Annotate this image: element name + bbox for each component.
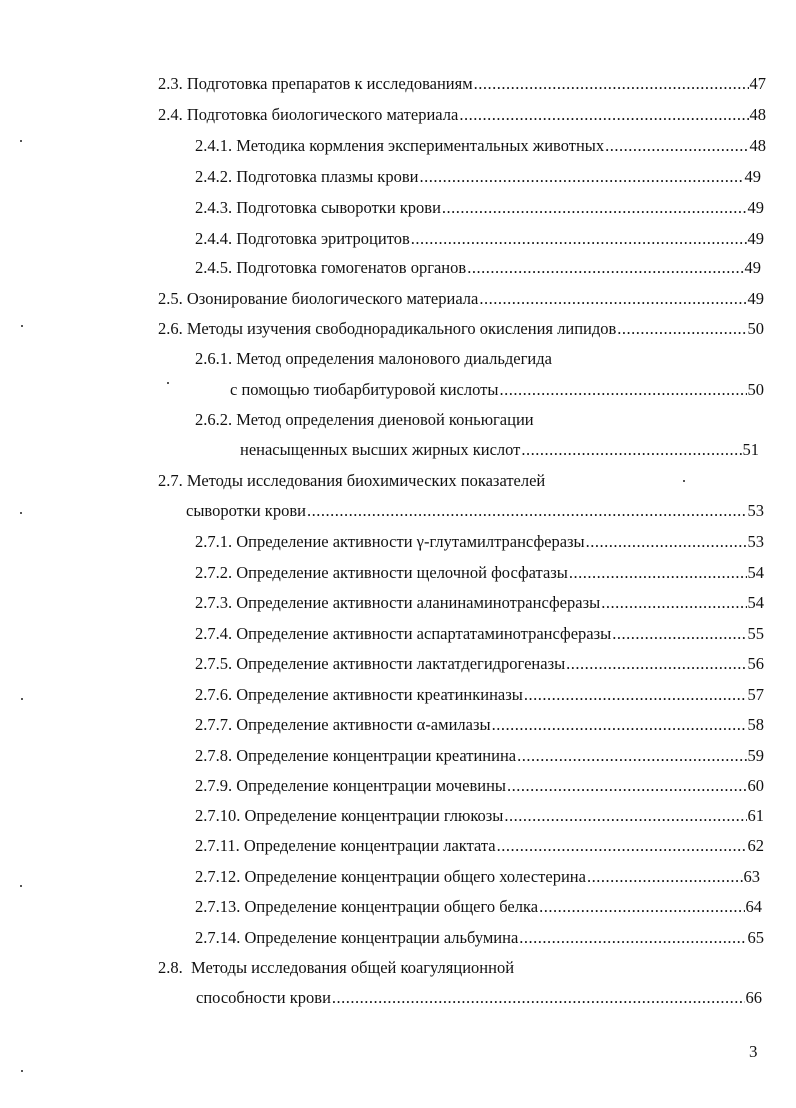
toc-entry-page: 53 <box>747 501 764 520</box>
toc-entry-2-3[interactable] <box>158 74 766 94</box>
toc-entry-label: 2.4.5. Подготовка гомогенатов органов <box>195 258 467 277</box>
toc-entry-label: 2.7.3. Определение активности аланинаминотрансферазы <box>195 593 601 612</box>
toc-entry-2-7-line1[interactable]: 2.7. Методы исследования биохимических показателей <box>158 471 546 490</box>
toc-leader-dots <box>605 136 748 156</box>
toc-entry-page: 49 <box>747 229 764 248</box>
scan-speck <box>21 698 23 700</box>
toc-entry-page: 61 <box>747 806 764 825</box>
scan-speck <box>167 382 169 384</box>
scan-speck <box>21 325 23 327</box>
toc-entry-label-continuation: с помощью тиобарбитуровой кислоты <box>230 380 499 399</box>
toc-leader-dots <box>587 867 743 887</box>
toc-entry-2-6-1-line1[interactable]: 2.6.1. Метод определения малонового диальдегида <box>195 349 552 368</box>
toc-entry-page: 49 <box>744 258 761 277</box>
toc-entry-page: 63 <box>743 867 760 886</box>
toc-entry-2-8[interactable] <box>196 988 762 1008</box>
toc-leader-dots <box>332 988 745 1008</box>
toc-entry-label-continuation: способности крови <box>196 988 331 1007</box>
toc-leader-dots <box>612 624 746 644</box>
toc-entry-label: 2.7.9. Определение концентрации мочевины <box>195 776 507 795</box>
toc-entry-label-continuation: ненасыщенных высших жирных кислот <box>240 440 521 459</box>
toc-entry-2-7-12[interactable] <box>195 867 760 887</box>
toc-leader-dots <box>617 319 746 339</box>
toc-entry-2-6-2-line1[interactable]: 2.6.2. Метод определения диеновой коньюгации <box>195 410 534 429</box>
toc-entry-label: 2.7.2. Определение активности щелочной фосфатазы <box>195 563 568 582</box>
toc-entry-2-7-9[interactable] <box>195 776 764 796</box>
toc-entry-2-7-4[interactable] <box>195 624 764 644</box>
toc-entry-label: 2.7.5. Определение активности лактатдегидрогеназы <box>195 654 566 673</box>
toc-entry-2-7-5[interactable] <box>195 654 764 674</box>
toc-leader-dots <box>521 440 741 460</box>
toc-leader-dots <box>497 836 747 856</box>
scan-speck <box>683 480 685 482</box>
toc-entry-page: 56 <box>747 654 764 673</box>
toc-entry-page: 57 <box>747 685 764 704</box>
toc-entry-2-7-8[interactable] <box>195 746 764 766</box>
toc-leader-dots <box>492 715 747 735</box>
toc-entry-2-7-14[interactable] <box>195 928 764 948</box>
toc-entry-label: 2.7.8. Определение концентрации креатинина <box>195 746 517 765</box>
toc-entry-page: 53 <box>747 532 764 551</box>
toc-entry-label: 2.4.3. Подготовка сыворотки крови <box>195 198 441 217</box>
toc-entry-2-4[interactable] <box>158 105 766 125</box>
toc-leader-dots <box>419 167 743 187</box>
toc-entry-page: 62 <box>747 836 764 855</box>
page-number: 3 <box>749 1042 758 1061</box>
toc-entry-page: 49 <box>744 167 761 186</box>
toc-entry-2-7-13[interactable] <box>195 897 762 917</box>
toc-entry-2-6-2[interactable] <box>240 440 759 460</box>
scan-speck <box>20 885 22 887</box>
toc-entry-2-7[interactable] <box>186 501 764 521</box>
toc-entry-2-6-1[interactable] <box>230 380 764 400</box>
toc-entry-label: 2.4. Подготовка биологического материала <box>158 105 459 124</box>
toc-entry-page: 65 <box>747 928 764 947</box>
toc-entry-page: 60 <box>747 776 764 795</box>
scan-speck <box>20 512 22 514</box>
toc-entry-2-7-10[interactable] <box>195 806 764 826</box>
toc-entry-label: 2.3. Подготовка препаратов к исследованиям <box>158 74 473 93</box>
toc-leader-dots <box>499 380 746 400</box>
toc-entry-2-7-3[interactable] <box>195 593 764 613</box>
toc-entry-page: 51 <box>742 440 759 459</box>
toc-entry-label: 2.7.1. Определение активности γ-глутамилтрансферазы <box>195 532 585 551</box>
toc-entry-label: 2.7.13. Определение концентрации общего белка <box>195 897 539 916</box>
toc-entry-page: 50 <box>747 380 764 399</box>
scan-speck <box>21 1070 23 1072</box>
toc-leader-dots <box>569 563 747 583</box>
toc-leader-dots <box>467 258 743 278</box>
toc-entry-label: 2.4.4. Подготовка эритроцитов <box>195 229 410 248</box>
toc-entry-page: 48 <box>749 105 766 124</box>
toc-entry-label: 2.5. Озонирование биологического материала <box>158 289 479 308</box>
toc-entry-label: 2.4.1. Методика кормления экспериментальных животных <box>195 136 605 155</box>
toc-leader-dots <box>479 289 746 309</box>
toc-entry-2-7-2[interactable] <box>195 563 764 583</box>
toc-entry-label: 2.7.6. Определение активности креатинкиназы <box>195 685 523 704</box>
toc-leader-dots <box>307 501 747 521</box>
toc-entry-page: 54 <box>747 593 764 612</box>
toc-entry-page: 49 <box>747 198 764 217</box>
toc-entry-page: 64 <box>745 897 762 916</box>
toc-entry-label: 2.7.7. Определение активности α-амилазы <box>195 715 491 734</box>
toc-entry-label: 2.7.14. Определение концентрации альбумина <box>195 928 519 947</box>
toc-leader-dots <box>566 654 746 674</box>
toc-entry-2-5[interactable] <box>158 289 764 309</box>
toc-entry-label: 2.7.4. Определение активности аспартатаминотрансферазы <box>195 624 612 643</box>
toc-leader-dots <box>519 928 746 948</box>
toc-leader-dots <box>411 229 747 249</box>
toc-entry-2-4-3[interactable] <box>195 198 764 218</box>
toc-leader-dots <box>524 685 747 705</box>
toc-entry-label: 2.7.10. Определение концентрации глюкозы <box>195 806 504 825</box>
toc-entry-label: 2.6. Методы изучения свободнорадикального окисления липидов <box>158 319 617 338</box>
toc-leader-dots <box>586 532 747 552</box>
toc-leader-dots <box>507 776 746 796</box>
toc-leader-dots <box>517 746 746 766</box>
toc-entry-page: 55 <box>747 624 764 643</box>
scan-speck <box>20 140 22 142</box>
toc-entry-2-7-11[interactable] <box>195 836 764 856</box>
toc-entry-2-7-7[interactable] <box>195 715 764 735</box>
toc-leader-dots <box>539 897 744 917</box>
toc-entry-2-7-1[interactable] <box>195 532 764 552</box>
toc-entry-2-4-4[interactable] <box>195 229 764 249</box>
toc-entry-2-8-line1[interactable]: 2.8. Методы исследования общей коагуляционной <box>158 958 515 977</box>
toc-entry-2-7-6[interactable] <box>195 685 764 705</box>
toc-entry-label: 2.4.2. Подготовка плазмы крови <box>195 167 419 186</box>
toc-leader-dots <box>442 198 747 218</box>
toc-entry-page: 58 <box>747 715 764 734</box>
toc-entry-page: 49 <box>747 289 764 308</box>
toc-leader-dots <box>504 806 746 826</box>
toc-entry-page: 54 <box>747 563 764 582</box>
toc-entry-page: 48 <box>749 136 766 155</box>
toc-entry-2-4-5[interactable] <box>195 258 761 278</box>
toc-entry-2-4-2[interactable] <box>195 167 761 187</box>
toc-entry-label: 2.7.12. Определение концентрации общего холестерина <box>195 867 586 886</box>
toc-entry-2-6[interactable] <box>158 319 764 339</box>
toc-entry-page: 50 <box>747 319 764 338</box>
toc-entry-label-continuation: сыворотки крови <box>186 501 306 520</box>
toc-entry-page: 66 <box>745 988 762 1007</box>
toc-leader-dots <box>459 105 748 125</box>
toc-leader-dots <box>601 593 746 613</box>
toc-leader-dots <box>474 74 749 94</box>
toc-entry-page: 47 <box>749 74 766 93</box>
toc-entry-label: 2.7.11. Определение концентрации лактата <box>195 836 496 855</box>
toc-entry-page: 59 <box>747 746 764 765</box>
toc-entry-2-4-1[interactable] <box>195 136 766 156</box>
